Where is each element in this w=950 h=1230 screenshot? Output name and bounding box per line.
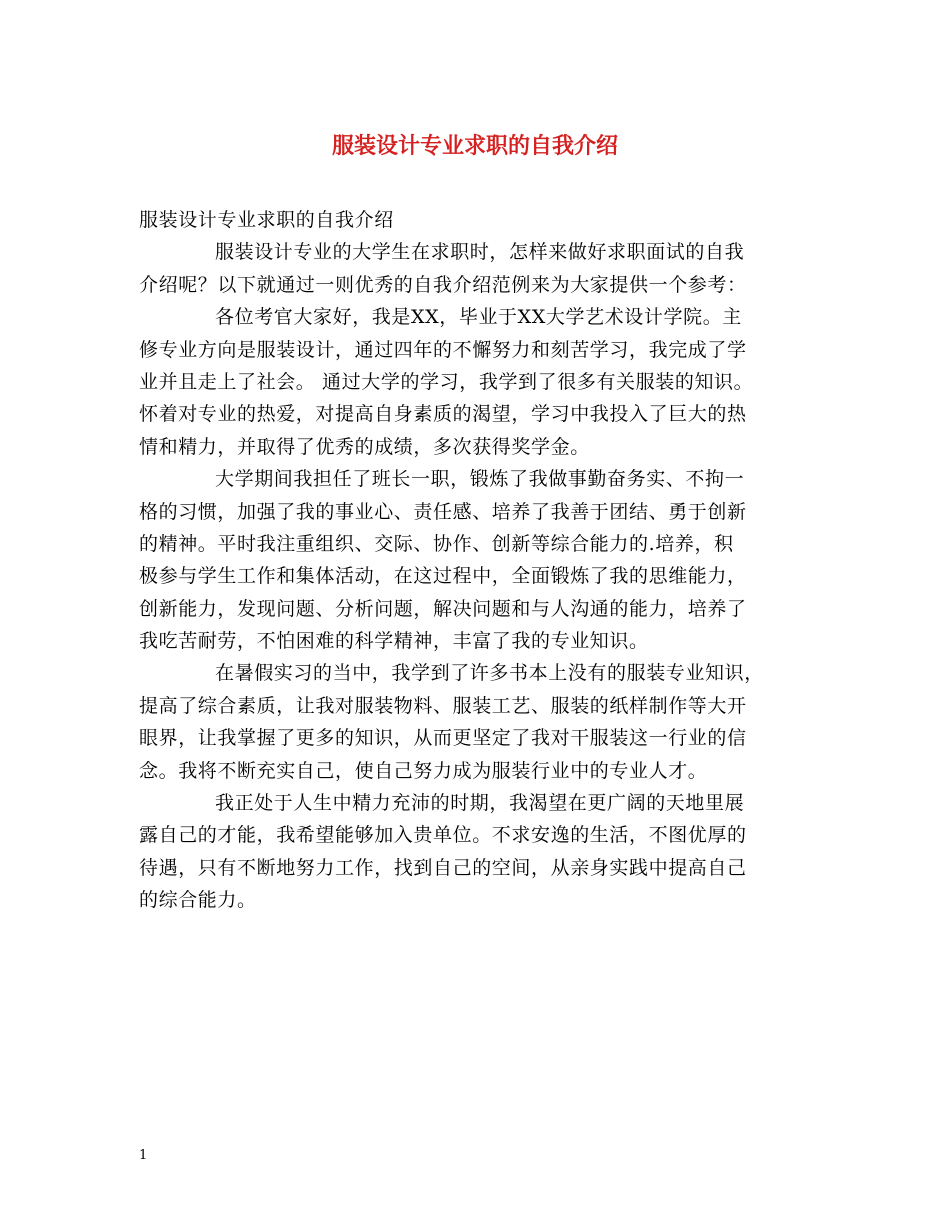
text-line: 露自己的才能，我希望能够加入贵单位。不求安逸的生活，不图优厚的 (139, 824, 747, 847)
page-number: 1 (139, 1148, 148, 1163)
text-line: 的综合能力。 (139, 889, 257, 912)
text-line: 情和精力，并取得了优秀的成绩，多次获得奖学金。 (139, 435, 590, 458)
text-line: 我吃苦耐劳，不怕困难的科学精神，丰富了我的专业知识。 (139, 630, 649, 653)
text-line: 大学期间我担任了班长一职，锻炼了我做事勤奋务实、不拘一 (215, 468, 745, 491)
text-line: 念。我将不断充实自己，使自己努力成为服装行业中的专业人才。 (139, 759, 708, 782)
text-line: 的精神。平时我注重组织、交际、协作、创新等综合能力的.培养，积 (139, 532, 734, 555)
document-body (139, 204, 821, 917)
document-title: 服装设计专业求职的自我介绍 (331, 134, 618, 159)
text-line: 介绍呢？以下就通过一则优秀的自我介绍范例来为大家提供一个参考： (139, 273, 747, 296)
text-line: 服装设计专业求职的自我介绍 (139, 209, 394, 231)
text-line: 提高了综合素质，让我对服装物料、服装工艺、服装的纸样制作等大开 (139, 694, 747, 717)
text-line: 怀着对专业的热爱，对提高自身素质的渴望，学习中我投入了巨大的热 (139, 403, 747, 426)
text-line: 创新能力，发现问题、分析问题，解决问题和与人沟通的能力，培养了 (139, 597, 747, 620)
text-line: 格的习惯，加强了我的事业心、责任感、培养了我善于团结、勇于创新 (139, 500, 747, 523)
text-line: 修专业方向是服装设计，通过四年的不懈努力和刻苦学习，我完成了学 (139, 338, 747, 361)
text-line: 眼界，让我掌握了更多的知识，从而更坚定了我对干服装这一行业的信 (139, 727, 747, 750)
text-line: 待遇，只有不断地努力工作，找到自己的空间，从亲身实践中提高自己 (139, 856, 747, 879)
text-line: 在暑假实习的当中，我学到了许多书本上没有的服装专业知识， (215, 662, 764, 685)
text-line: 各位考官大家好，我是XX，毕业于XX大学艺术设计学院。主 (215, 306, 742, 329)
text-line: 业并且走上了社会。 通过大学的学习，我学到了很多有关服装的知识。 (139, 370, 754, 393)
text-line: 服装设计专业的大学生在求职时，怎样来做好求职面试的自我 (215, 241, 745, 264)
text-line: 我正处于人生中精力充沛的时期，我渴望在更广阔的天地里展 (215, 792, 745, 815)
text-line: 极参与学生工作和集体活动，在这过程中，全面锻炼了我的思维能力， (139, 565, 747, 588)
